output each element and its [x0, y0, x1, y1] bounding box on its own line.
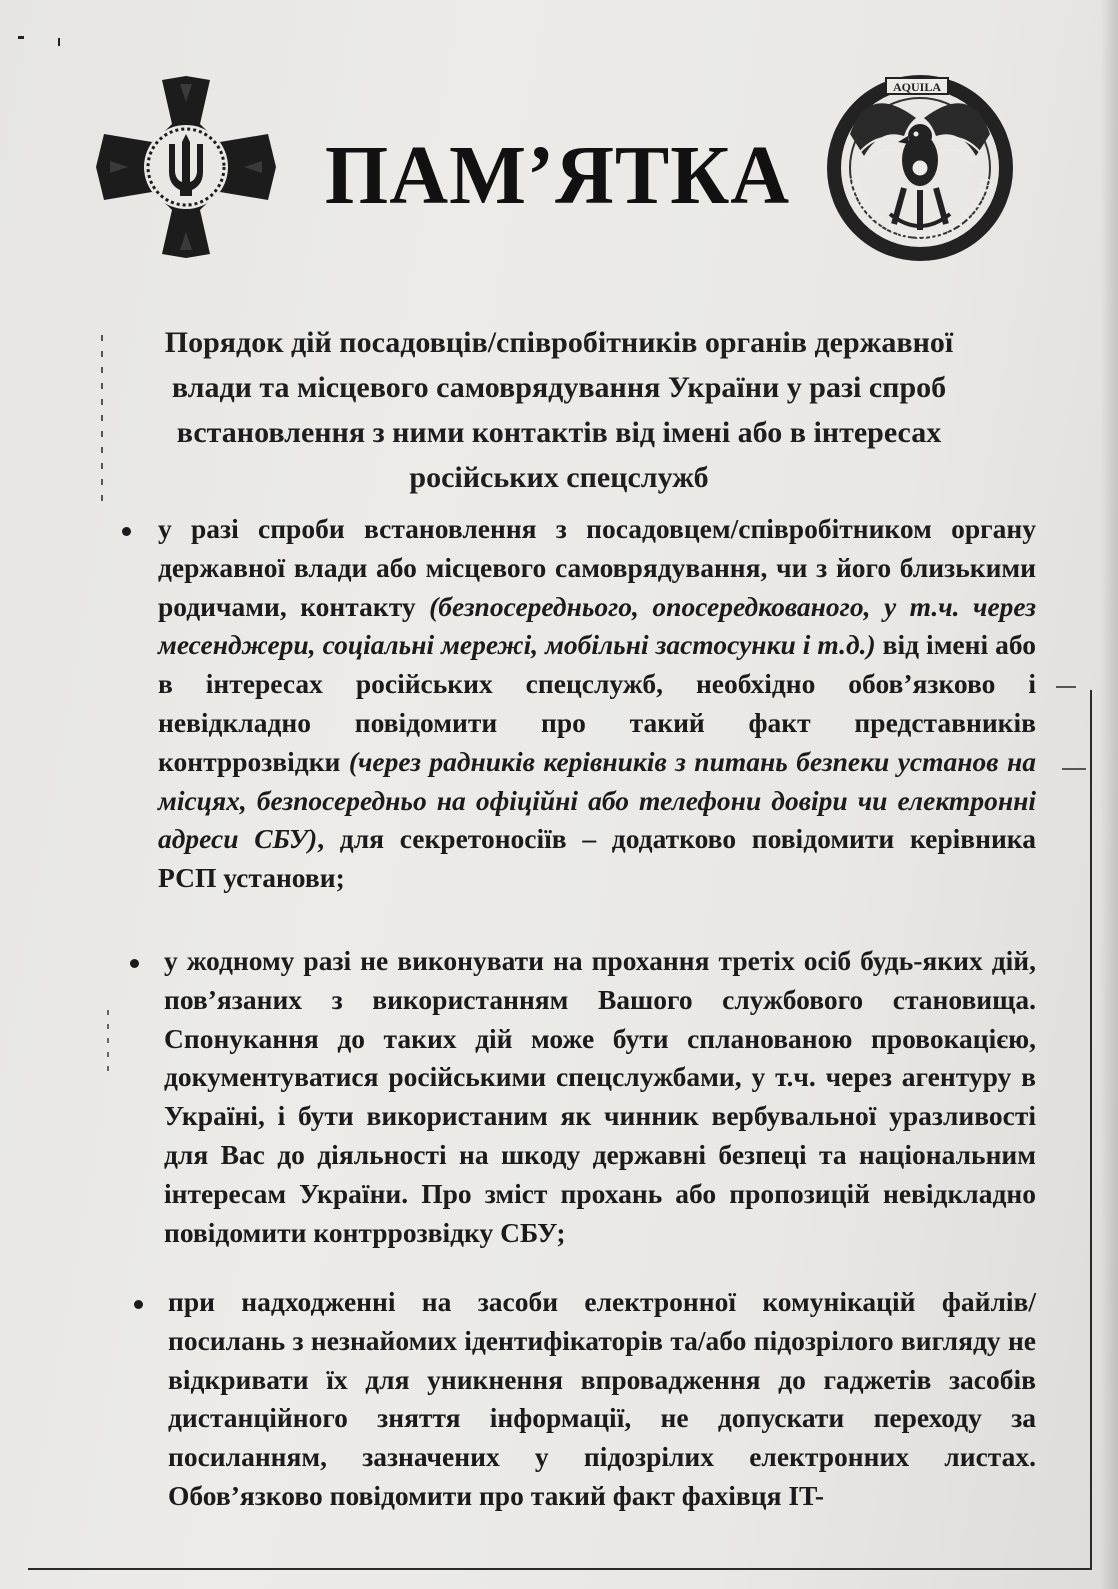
bullet-icon [122, 527, 131, 536]
list-item [158, 510, 1036, 898]
list-item [168, 1283, 1036, 1516]
title-line: російських спецслужб [409, 461, 709, 494]
bullet-icon [130, 959, 139, 968]
svg-text:AQUILA: AQUILA [892, 80, 942, 94]
scan-speck [1056, 686, 1076, 688]
list-item-text: при надходженні на засоби електронної комунікацій файлів/посилань з незнайомих ідентифікаторів та/або підозрілого вигляду не відкривати їх для уникнення впровадження до гаджетів засобів дистанційного зняття інформації, не допускати переходу за посиланням, зазначених у підозрілих електронних листах. Обов’язково повідомити про такий факт фахівця IT- [168, 1286, 1036, 1511]
page-heading: ПАМ’ЯТКА [324, 129, 791, 222]
list-item-note: (через радників керівників з питань безпеки установ на місцях, безпосередньо на офіційні або телефони довіри чи електронні адреси СБУ) [158, 745, 1036, 855]
title-line: влади та місцевого самоврядування України у разі спроб [171, 371, 947, 404]
scan-speck [18, 36, 24, 39]
bullet-icon [134, 1300, 143, 1309]
list-item-text: у разі спроби встановлення з посадовцем/співробітником органу державної влади або місцевого самоврядування, чи з його близькими родичами, контакту [158, 513, 1036, 622]
scan-edge-line [1090, 690, 1092, 1570]
list-item [164, 942, 1036, 1252]
cross-emblem-icon [92, 72, 280, 262]
title-line: встановлення з ними контактів від імені або в інтересах [176, 416, 942, 449]
scan-margin-marks [101, 335, 103, 505]
list-item-note: (безпосереднього, опосередкованого, у т.ч. через месенджери, соціальні мережі, мобільні застосунки і т.д.) [158, 590, 1036, 661]
list-item-text: , для секретоносіїв – додатково повідомити керівника РСП установи; [158, 823, 1036, 894]
scan-speck [1062, 768, 1086, 770]
document-title [118, 320, 1000, 500]
title-line: Порядок дій посадовців/співробітників органів державної [164, 326, 954, 359]
scan-shadow [1100, 0, 1118, 1589]
scan-speck [58, 38, 60, 46]
scan-bottom-line [28, 1568, 1092, 1570]
scan-margin-marks [107, 1010, 109, 1080]
list-item-text: у жодному разі не виконувати на прохання третіх осіб будь-яких дій, пов’язаних з використанням Вашого службового становища. Спонукання до таких дій може бути спланованою провокацією, документуватися російськими спецслужбами, у т.ч. через агентуру в Україні, і бути використаним як чинник вербувальної уразливості для Вас до діяльності на шкоду державні безпеці та національним інтересам України. Про зміст прохань або пропозицій невідкладно повідомити контррозвідку СБУ; [164, 945, 1036, 1248]
eagle-seal-icon [820, 64, 1020, 272]
svg-text:NUMQUAM OBLIVISCAS: NUMQUAM OBLIVISCAS [844, 174, 996, 245]
list-item-text: від імені або в інтересах російських спецслужб, необхідно обов’язково і невідкладно повідомити про такий факт представників контррозвідки [158, 629, 1036, 777]
